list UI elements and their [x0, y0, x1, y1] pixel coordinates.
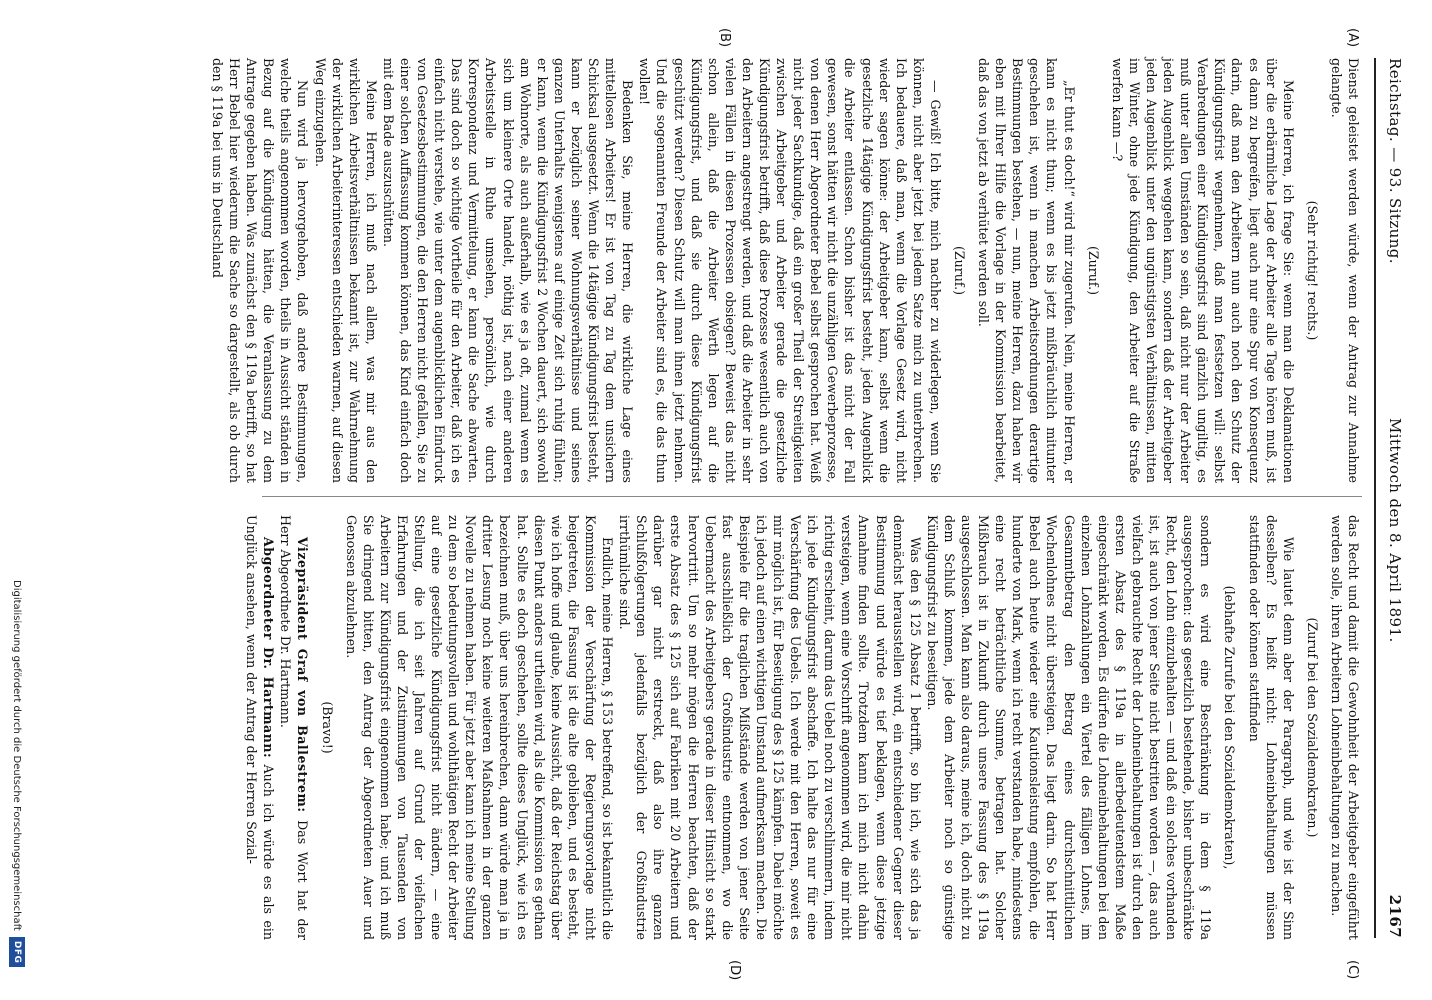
paragraph: Nun wird ja hervorgehoben, daß andere Bestimmungen, welche theils angenommen worden, theils in Aussicht ständen in Bezug auf die Kündigung hätten, die Veranlassung zu dem Antrage gegeben haben. Was zunächst den § 119a betrifft, so hat Herr Bebel hier wiederum die Sache so dargestellt, als ob durch den § 119a bei uns in Deutschland [210, 58, 311, 483]
paragraph: — Gewiß! Ich bitte, mich nachher zu widerlegen, wenn Sie können, nicht aber jetzt bei jedem Satze mich zu unterbrechen. Ich bedauere, daß man, wenn die Vorlage Gesetz wird, nicht wieder sagen könne: der Arbeitgeber kann, selbst wenn die gesetzliche 14tägige Kündigungsfrist besteht, jeden Augenblick die Arbeiter entlassen. Schon bisher ist das nicht der Fall gewesen, sonst hätten wir nicht die unzähligen Gewerbeprozesse, von denen Herr Abgeordneter Bebel selbst gesprochen hat. Weiß nicht jeder Sachkundige, daß ein großer Theil der Streitigkeiten zwischen Arbeitgeber und Arbeiter gerade die gesetzliche Kündigungsfrist betrifft, daß diese Prozesse wesentlich auch von den Arbeitern angestrengt werden, und daß die Arbeiter in sehr vielen Fällen in diesen Prozessen obsiegen? Beweist das nicht schon allein, daß die Arbeiter Werth legen auf die Kündigungsfrist, und daß sie durch diese Kündigungsfrist geschützt werden? Diesen Schutz will man ihnen jetzt nehmen. Und die sogenannten Freunde der Arbeiter sind es, die das thun wollen! [637, 58, 943, 483]
speaker-paragraph [243, 515, 277, 940]
interjection: (Bravo!) [319, 701, 335, 754]
digitization-credit [6, 580, 28, 990]
header-date: Mittwoch den 8. April 1891. [1386, 418, 1404, 643]
speaker-name: Vizepräsident Graf von Ballestrem: [295, 537, 311, 813]
column-divider [262, 496, 1362, 497]
running-header [1376, 58, 1412, 938]
right-column [212, 515, 1362, 940]
paragraph: Was den § 125 Absatz 1 betrifft, so bin ich, wie sich das ja demnächst herausstellen wird, ein entschiedener Gegner dieser Bestimmung und würde es tief beklagen, wenn diese jetzige Annahme finden sollte. Trotzdem kann ich mich nicht dahin versteigen, wenn eine Vorschrift angenommen wird, die mir nicht richtig erscheint, darum das Uebel noch zu verschlimmern, indem ich jede Kündigungsfrist abschaffe. Ich halte das nur für eine Verschärfung des Uebels. Ich werde mit den Herren, soweit es mir möglich ist, für Beseitigung des § 125 kämpfen. Dabei möchte ich jedoch auf einen wichtigen Umstand aufmerksam machen. Die Beispiele für die traglichen Mißstände werden von jener Seite fast ausschließlich der Großindustrie entnommen, wo die Uebermacht des Arbeitgebers gerade in dieser Hinsicht so stark hervortritt. Um so mehr mögen die Herren beachten, daß der erste Absatz des § 125 sich auf Fabriken mit 20 Arbeitern und darüber gar nicht erstreckt, daß also ihre ganzen Schlußfolgerungen jedenfalls bezüglich der Großindustrie irrthümliche sind. [617, 515, 923, 940]
paragraph: Meine Herren, ich frage Sie: wenn man die Deklamationen über die erbärmliche Lage der Arbeiter alle Tage hören muß, ist es dann zu begreifen, liegt auch nur eine Spur von Konsequenz darin, daß man den Arbeitern nun auch noch den Schutz der Kündigungsfrist wegnehmen, daß man festsetzen will: selbst Verabredungen einer Kündigungsfrist sind gänzlich ungiltig, es muß unter allen Umständen so sein, daß nicht nur der Arbeiter jeden Augenblick weggehen kann, sondern daß der Arbeitgeber jeden Augenblick unter den ungünstigsten Verhältnissen, mitten im Winter, ohne jede Kündigung, den Arbeiter auf die Straße werfen kann —? [1109, 58, 1296, 483]
speech-text: Das Wort hat der Herr Abgeordnete Dr. Hartmann. [278, 515, 311, 940]
margin-marker-d: (D) [727, 960, 742, 981]
dfg-logo: DFG [9, 937, 25, 968]
paragraph: Bedenken Sie, meine Herren, die wirkliche Lage eines mittellosen Arbeiters! Er ist von Tag zu Tag dem unsichern Schicksal ausgesetzt. Wenn die 14tägige Kündigungsfrist besteht, kann er bezüglich seiner Wohnungsverhältnisse und seines ganzen Unterhalts wenigstens auf einige Zeit sich ruhig fühlen; er kann, wenn die Kündigungsfrist 2 Wochen dauert, sich sowohl am Wohnorte, als auch außerhalb, wie es ja oft, zumal wenn es sich um kleinere Orte handelt, nöthig ist, nach einer anderen Arbeitsstelle in Ruhe umsehen, persönlich, wie durch Korrespondenz und Vermittelung, er kann die Sache abwarten. Das sind doch so wichtige Vortheile für den Arbeiter, daß ich es einfach nicht verstehe, wie unter dem augenblicklichen Eindruck von Gesetzesbestimmungen, die den Herren nicht gefallen, Sie zu einer solchen Auffassung kommen können, das Kind einfach doch mit dem Bade auszuschütten. [380, 58, 636, 483]
interjection: (Sehr richtig! rechts.) [1304, 200, 1320, 341]
margin-marker-c: (C) [1345, 960, 1360, 980]
header-session: Reichstag. — 93. Sitzung. [1386, 58, 1404, 264]
speaker-name: Abgeordneter Dr. Hartmann: [261, 537, 277, 759]
paragraph: Dienst geleistet werden würde, wenn der Antrag zur Annahme gelangte. [1328, 58, 1361, 483]
margin-marker-a: (A) [1345, 28, 1360, 48]
paragraph: Endlich, meine Herren, § 153 betreffend, so ist bekanntlich die Kommission der Verschärfung der Regierungsvorlage nicht beigetreten, die Fassung ist die alte geblieben, und es besteht, wie ich hoffe und glaube, keine Aussicht, daß der Reichstag über diesen Punkt anders urtheilen wird, als die Kommission es gethan hat. Sollte es doch geschehen, sollte dieses Unglück, wie ich es bezeichnen muß, über uns hereinbrechen, dann würde man ja in dritter Lesung noch keine weiteren Maßnahmen in der ganzen Novelle zu nehmen haben. Für jetzt aber kann ich meine Stellung zu dem so bedeutungsvollen und wohlthätigen Recht der Arbeiter auf eine gesetzliche Kündigungsfrist nicht ändern, — eine Stellung, die ich seit Jahren auf Grund der vielfachen Erfahrungen und der Zustimmungen von Tausenden von Arbeitern zur Kündigungsfrist eingenommen habe; und ich muß Sie dringend bitten, den Antrag der Abgeordneten Auer und Genossen abzulehnen. [343, 515, 616, 940]
interjection: (Zuruf bei den Sozialdemokraten.) [1304, 617, 1320, 838]
interjection: (lebhafte Zurufe bei den Sozialdemokraten), [1222, 585, 1238, 870]
paragraph: Wie lautet denn aber der Paragraph, und wie ist der Sinn desselben? Es heißt nicht: Lohneinbehaltungen müssen stattfinden oder können stattfinden [1246, 515, 1296, 940]
interjection: (Zuruf.) [952, 245, 968, 296]
speaker-paragraph [277, 515, 311, 940]
credit-text: Digitalisierung gefördert durch die Deutsche Forschungsgemeinschaft [11, 580, 23, 931]
interjection: (Zuruf.) [1085, 245, 1101, 296]
left-column [212, 58, 1362, 483]
paragraph: Meine Herren, ich muß nach allem, was mir aus den wirklichen Arbeitsverhältnissen bekannt ist, zur Wahrnehmung der wirklichen Arbeiterinteressen entschieden warnen, auf diesen Weg einzugehen. [312, 58, 379, 483]
speech-text: Auch ich würde es als ein Unglück ansehen, wenn der Antrag der Herren Sozial- [244, 515, 277, 940]
paragraph: „Er thut es doch!“ wird mir zugerufen. Nein, meine Herren, er kann es nicht thun; wenn es bis jetzt mißbräuchlich mitunter geschehen ist, wenn in manchen Arbeitsordnungen derartige Bestimmungen bestehen, — nun, meine Herren, dazu haben wir eben mit Ihrer Hilfe die Vorlage in der Kommission bearbeitet, daß das von jetzt ab verhütet werden soll. [976, 58, 1077, 483]
paragraph: das Recht und damit die Gewohnheit der Arbeitgeber eingeführt werden solle, ihren Arbeitern Lohneinbehaltungen zu machen. [1328, 515, 1361, 940]
margin-marker-b: (B) [717, 28, 732, 48]
header-rule [1374, 58, 1376, 938]
page-number: 2167 [1386, 894, 1404, 938]
paragraph: sondern es wird eine Beschränkung in dem § 119a ausgesprochen: das gesetzlich bestehende, bisher unbeschränkte Recht, den Lohn einzubehalten — und daß ein solches vorhanden ist, ist auch von jener Seite nicht bestritten worden —, das auch vielfach gebrauchte Recht der Lohneinbehaltungen ist durch den ersten Absatz des § 119a in allerbedeutendstem Maße eingeschränkt worden. Es dürfen die Lohneinbehaltungen bei den einzelnen Lohnzahlungen ein Viertel des fälligen Lohnes, im Gesammtbetrag den Betrag eines durchschnittlichen Wochenlohnes nicht übersteigen. Das liegt darin. So hat Herr Bebel auch heute wieder eine Kautionsleistung empfohlen, die hunderte von Mark, wenn ich recht verstanden habe, mindestens eine recht beträchtliche Summe, betragen hat. Solcher Mißbrauch ist in Zukunft durch unsere Fassung des § 119a ausgeschlossen. Man kann also daraus, meine ich, doch nicht zu dem Schluß kommen, jede dem Arbeiter noch so günstige Kündigungsfrist zu beseitigen. [924, 515, 1214, 940]
